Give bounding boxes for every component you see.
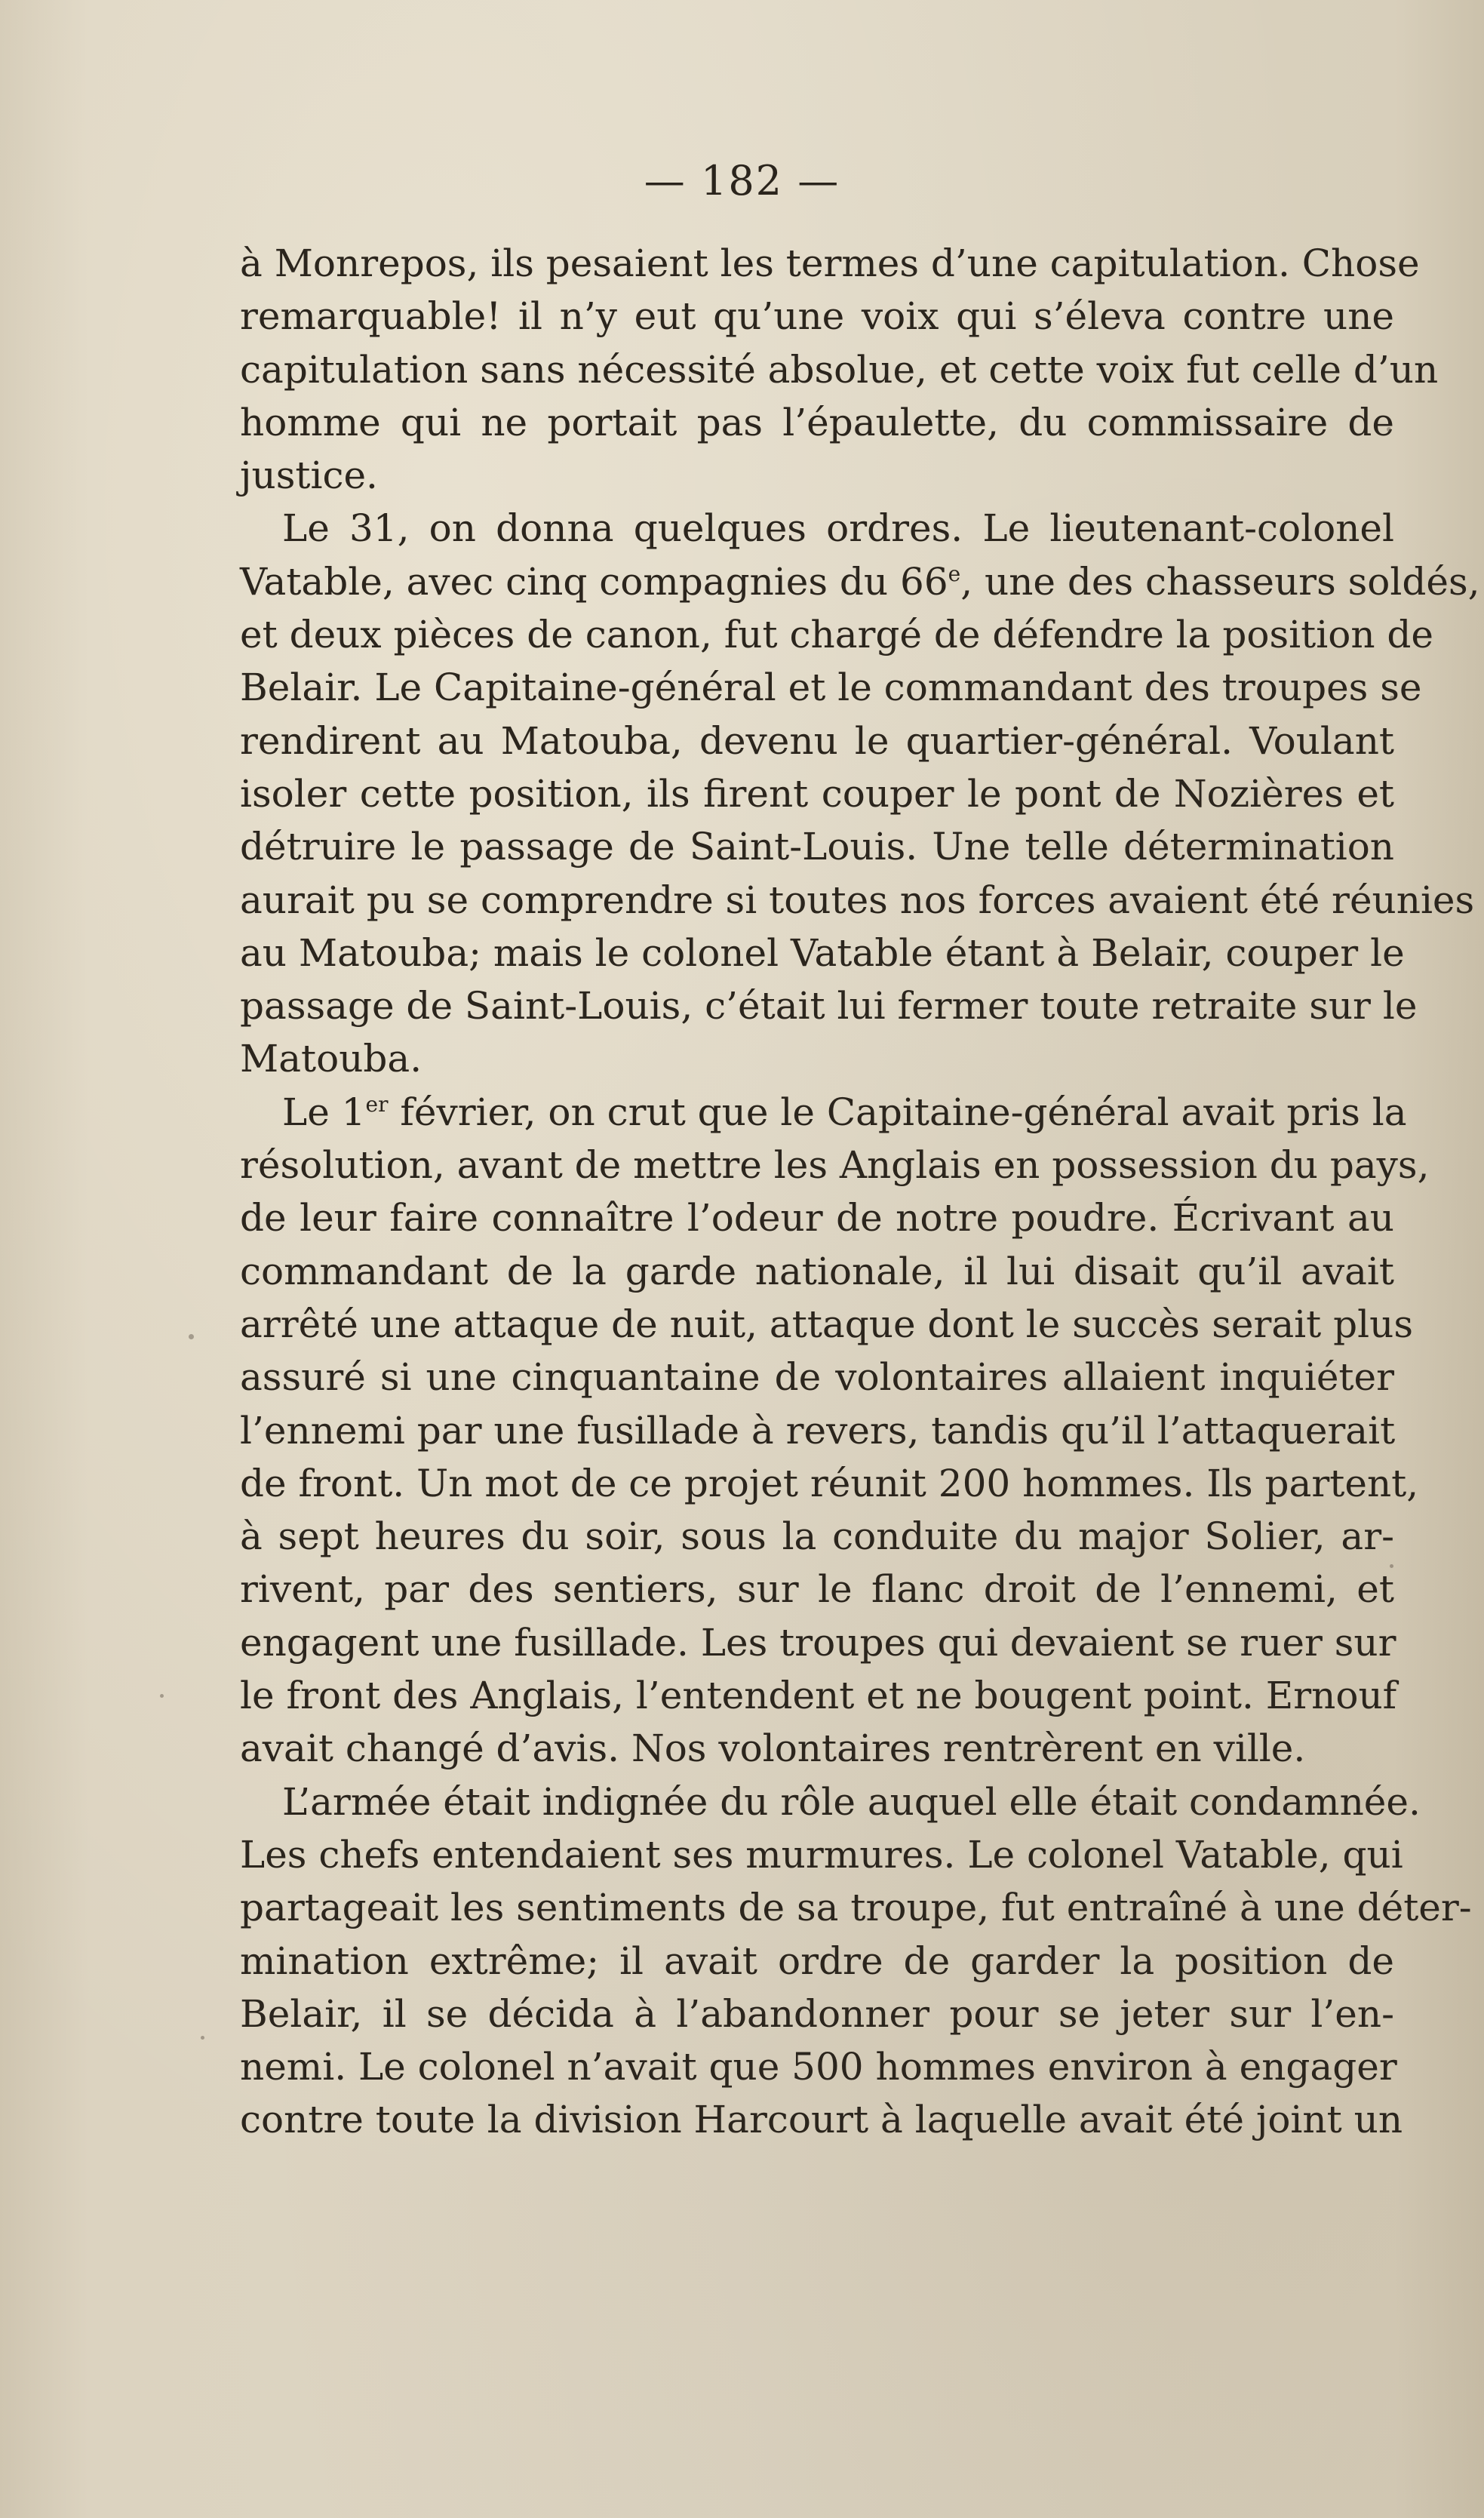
text-line: avait changé d’avis. Nos volontaires rentrèrent en ville. [240, 1726, 1306, 1771]
text-line: passage de Saint-Louis, c’était lui fermer toute retraite sur le [240, 984, 1418, 1028]
text-line: et deux pièces de canon, fut chargé de défendre la position de [240, 613, 1434, 657]
text-line: mination extrême; il avait ordre de garder la position de [240, 1938, 1394, 1983]
text-line: Belair, il se décida à l’abandonner pour se jeter sur l’en- [240, 1991, 1394, 2036]
paper-speck [160, 1694, 164, 1698]
body-text [240, 237, 1480, 2147]
text-line: détruire le passage de Saint-Louis. Une telle détermination [240, 825, 1394, 869]
text-line: homme qui ne portait pas l’épaulette, du commissaire de [240, 400, 1394, 444]
paper-speck [1390, 1564, 1393, 1568]
paper-speck [189, 1334, 194, 1339]
paper-speck [1390, 696, 1394, 700]
text-line: isoler cette position, ils firent couper le pont de Nozières et [240, 771, 1394, 816]
superscript: er [365, 1091, 389, 1117]
text-line: arrêté une attaque de nuit, attaque dont le succès serait plus [240, 1302, 1414, 1346]
text-line: engagent une fusillade. Les troupes qui devaient se ruer sur [240, 1620, 1396, 1665]
paper-speck [1387, 427, 1391, 432]
text-line: assuré si une cinquantaine de volontaires allaient inquiéter [240, 1355, 1394, 1400]
text-line: Matouba. [240, 1037, 422, 1081]
text-line: aurait pu se comprendre si toutes nos forces avaient été réunies [240, 878, 1475, 922]
text-line: capitulation sans nécessité absolue, et cette voix fut celle d’un [240, 347, 1439, 392]
text-line: à Monrepos, ils pesaient les termes d’une capitulation. Chose [240, 241, 1420, 285]
superscript: e [948, 561, 961, 586]
text-line: Les chefs entendaient ses murmures. Le colonel Vatable, qui [240, 1832, 1403, 1877]
text-line: de front. Un mot de ce projet réunit 200 hommes. Ils partent, [240, 1461, 1419, 1505]
text-line: résolution, avant de mettre les Anglais en possession du pays, [240, 1143, 1430, 1188]
text-segment: Le 1 [282, 1090, 366, 1134]
text-line: de leur faire connaître l’odeur de notre poudre. Écrivant au [240, 1196, 1394, 1241]
text-line [240, 1086, 1407, 1139]
text-line: commandant de la garde nationale, il lui disait qu’il avait [240, 1249, 1394, 1293]
paper-speck [201, 2036, 204, 2040]
text-line: au Matouba; mais le colonel Vatable étant à Belair, couper le [240, 930, 1405, 975]
text-line: justice. [240, 453, 378, 498]
text-segment: février, on crut que le Capitaine-général avait pris la [388, 1090, 1407, 1134]
text-line: rendirent au Matouba, devenu le quartier-général. Voulant [240, 718, 1394, 763]
text-line: rivent, par des sentiers, sur le flanc droit de l’ennemi, et [240, 1567, 1394, 1612]
text-line: Belair. Le Capitaine-général et le commandant des troupes se [240, 666, 1422, 710]
text-line: partageait les sentiments de sa troupe, fut entraîné à une déter- [240, 1886, 1472, 1930]
text-line: nemi. Le colonel n’avait que 500 hommes environ à engager [240, 2045, 1397, 2089]
text-line: à sept heures du soir, sous la conduite du major Solier, ar- [240, 1514, 1394, 1559]
page-number: — 182 — [644, 157, 840, 204]
text-line: l’ennemi par une fusillade à revers, tandis qu’il l’attaquerait [240, 1408, 1396, 1453]
text-line: L’armée était indignée du rôle auquel elle était condamnée. [282, 1779, 1421, 1824]
text-line [240, 555, 1480, 608]
text-line: le front des Anglais, l’entendent et ne bougent point. Ernouf [240, 1674, 1397, 1718]
text-line: Le 31, on donna quelques ordres. Le lieutenant-colonel [282, 506, 1394, 551]
text-segment: Vatable, avec cinq compagnies du 66 [240, 559, 948, 604]
text-line: remarquable! il n’y eut qu’une voix qui s’éleva contre une [240, 294, 1394, 339]
text-segment: , une des chasseurs soldés, [960, 559, 1480, 604]
text-line: contre toute la division Harcourt à laquelle avait été joint un [240, 2098, 1403, 2142]
